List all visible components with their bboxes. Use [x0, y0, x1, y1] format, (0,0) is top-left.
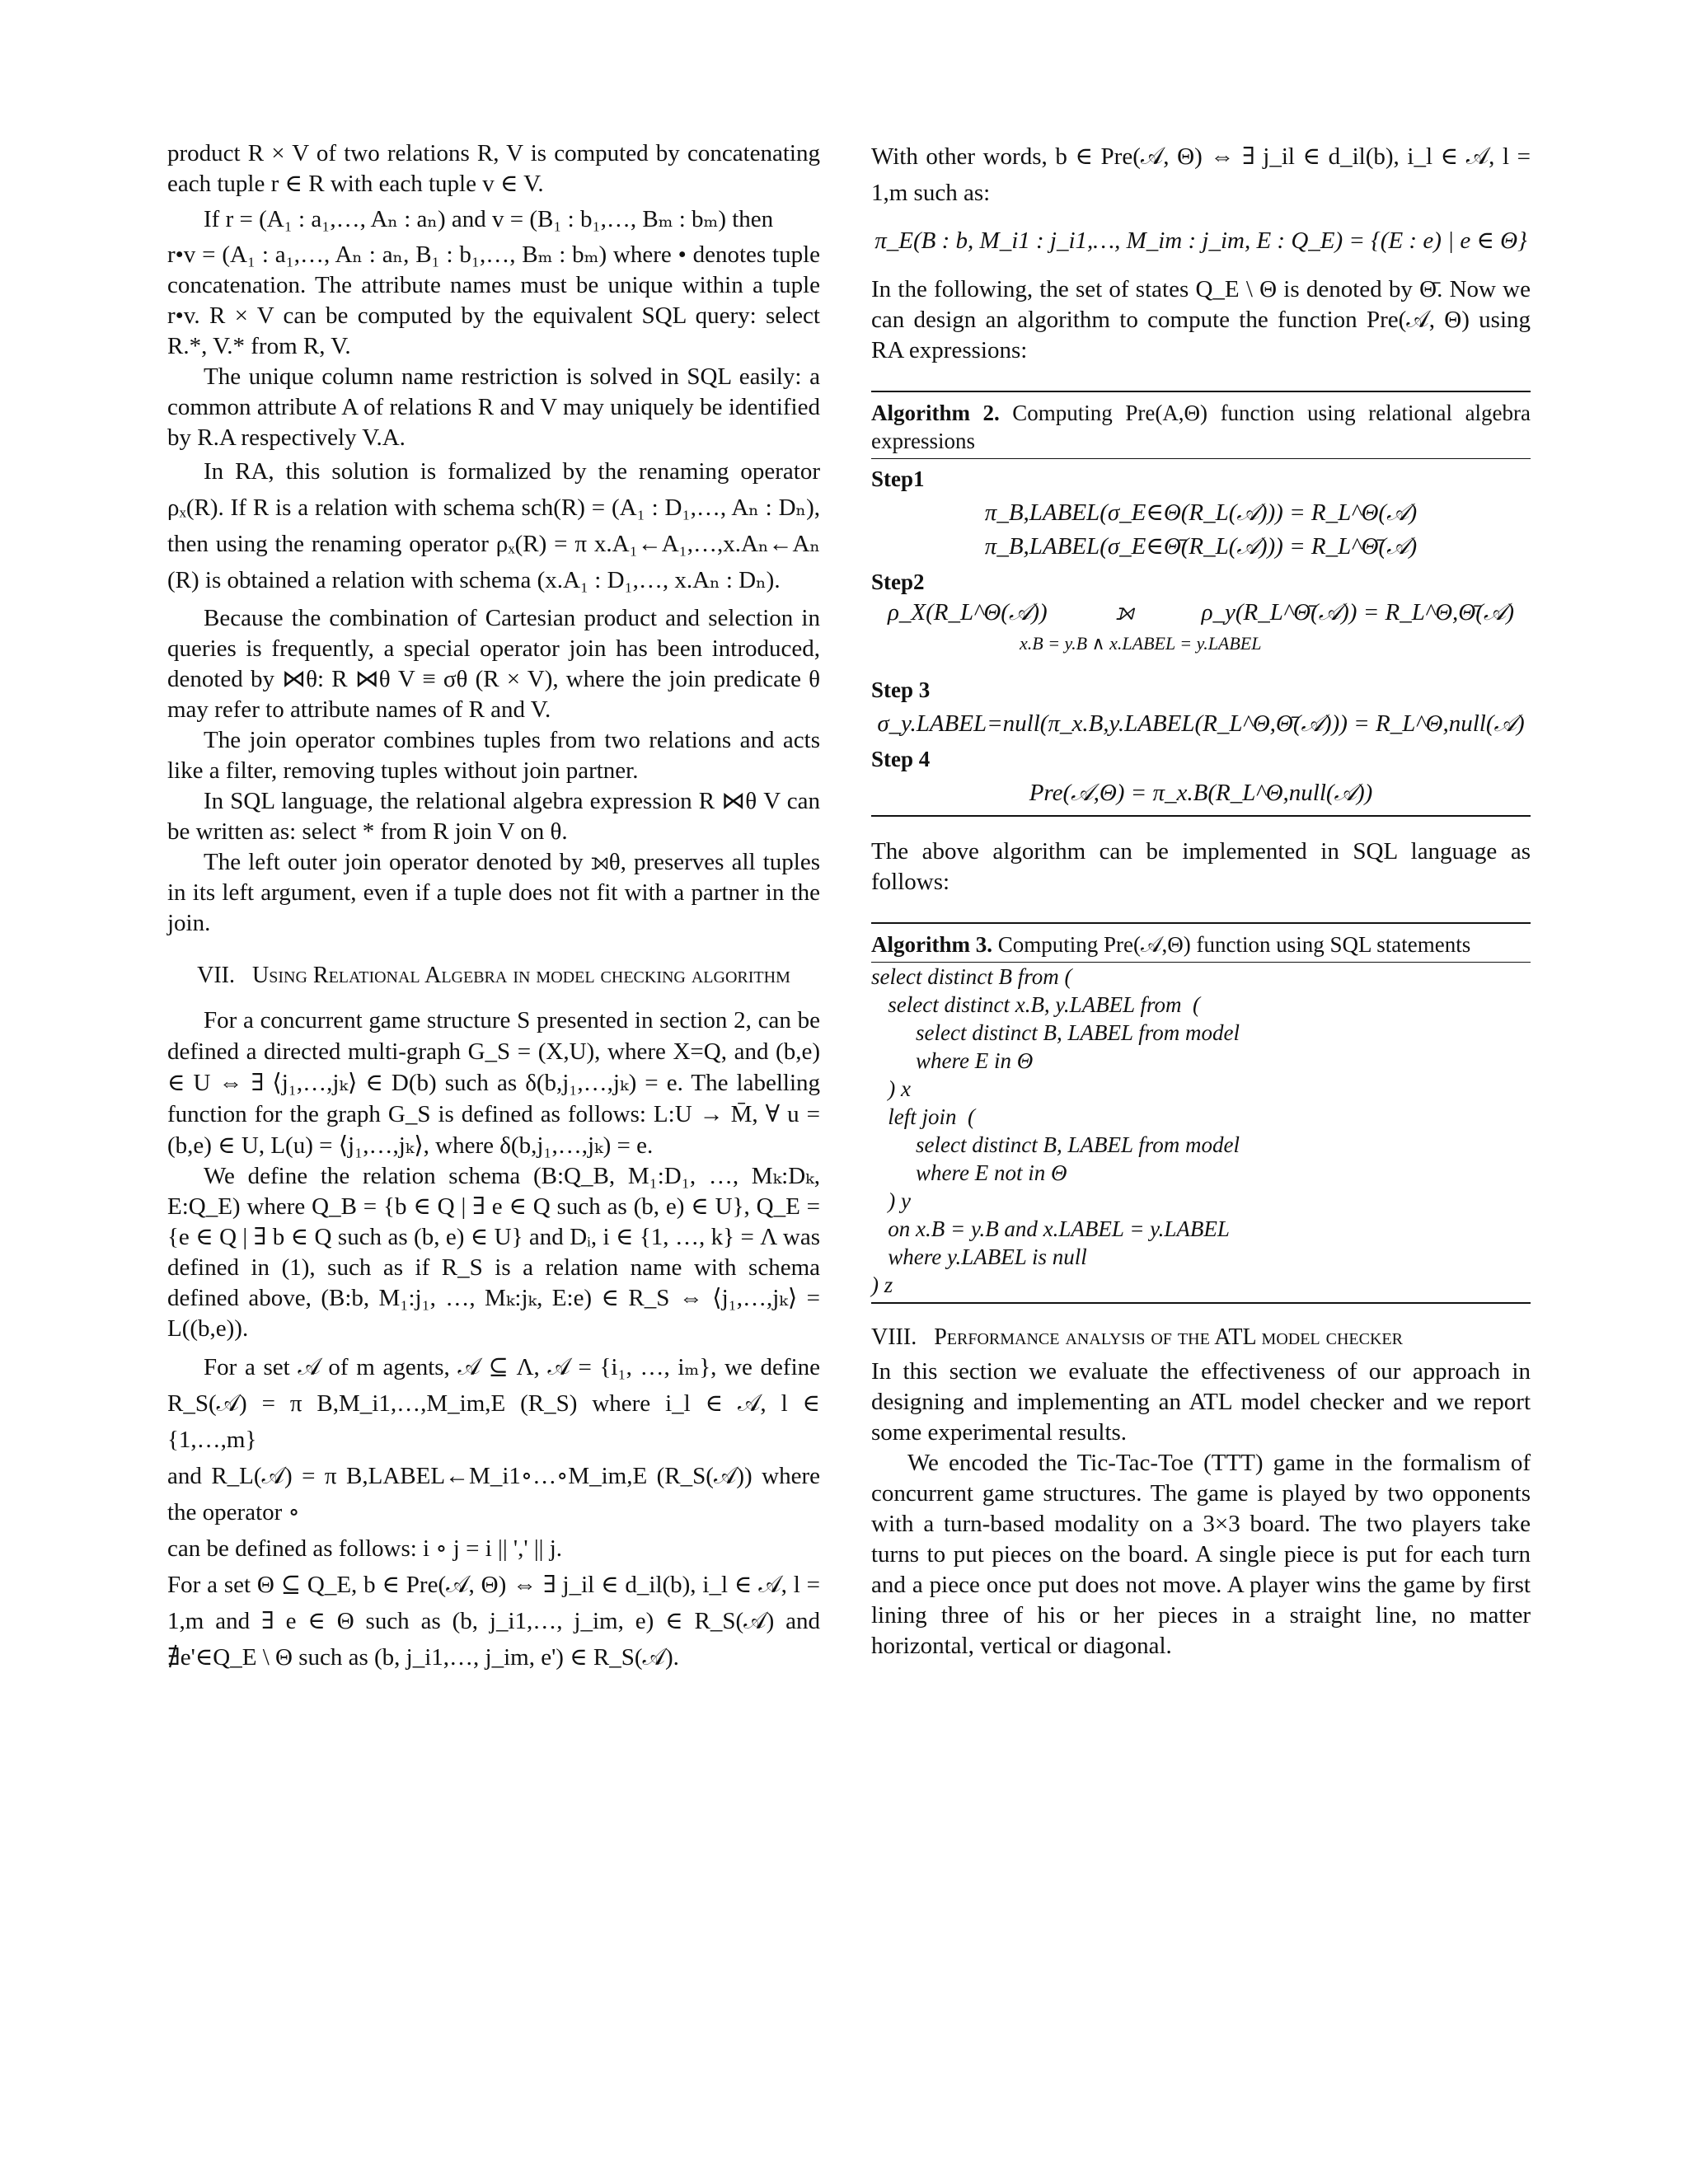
code-line: where y.LABEL is null [871, 1244, 1087, 1269]
paragraph: The join operator combines tuples from two relations and acts like a filter, removing tuples without join partner. [167, 727, 820, 784]
paragraph: In RA, this solution is formalized by the renaming operator ρₓ(R). If R is a relation with schema sch(R) = (A₁ : D₁,…, Aₙ : Dₙ), then using the renaming operator ρₓ(R) = π x.A₁←A₁,…,x.Aₙ←Aₙ (R) is obtained a relation with schema (x.A₁ : D₁,…, x.Aₙ : Dₙ). [167, 458, 820, 593]
code-line: ) x [871, 1076, 911, 1101]
paragraph: r•v = (A₁ : a₁,…, Aₙ : aₙ, B₁ : b₁,…, Bₘ : bₘ) where • denotes tuple concatenation. The attribute names must be unique within a tuple r•v. R × V can be computed by the equivalent SQL query: select R.*, V.* from R, V. [167, 241, 820, 359]
code-line: where E not in Θ [871, 1160, 1067, 1185]
paragraph: For a set 𝒜 of m agents, 𝒜 ⊆ Λ, 𝒜 = {i₁, …, iₘ}, we define R_S(𝒜) = π B,M_i1,…,M_im,E (R_S) where i_l ∈ 𝒜, l ∈ {1,…,m} [167, 1354, 820, 1453]
left-column [167, 138, 820, 1675]
paragraph: The above algorithm can be implemented in SQL language as follows: [871, 838, 1531, 895]
step-label: Step2 [871, 569, 925, 594]
equation: σ_y.LABEL=null(π_x.B,y.LABEL(R_L^Θ,Θ̄(𝒜))) = R_L^Θ,null(𝒜) [877, 710, 1525, 737]
equation: π_E(B : b, M_i1 : j_i1,…, M_im : j_im, E : Q_E) = {(E : e) | e ∈ Θ} [874, 227, 1527, 254]
step-label: Step 3 [871, 677, 931, 702]
paragraph: In the following, the set of states Q_E \ Θ is denoted by Θ̄. Now we can design an algorithm to compute the function Pre(𝒜, Θ) using RA expressions: [871, 276, 1531, 363]
paragraph: In this section we evaluate the effectiveness of our approach in designing and implementing an ATL model checker and we report some experimental results. [871, 1358, 1531, 1446]
code-line: select distinct B, LABEL from model [871, 1020, 1240, 1045]
join-symbol: ⟕ [1115, 599, 1134, 626]
algorithm-label: Algorithm 3. [871, 932, 992, 957]
equation: π_B,LABEL(σ_E∈Θ(R_L(𝒜))) = R_L^Θ(𝒜) [984, 499, 1418, 526]
section-number: VII. [197, 963, 235, 988]
algorithm-label: Algorithm 2. [871, 401, 1000, 425]
algorithm-caption: Computing Pre(𝒜,Θ) function using SQL statements [997, 932, 1471, 957]
paragraph: and R_L(𝒜) = π B,LABEL←M_i1∘…∘M_im,E (R_S(𝒜)) where the operator ∘ [167, 1463, 820, 1526]
step-label: Step1 [871, 466, 925, 491]
equation: ρ_y(R_L^Θ̄(𝒜)) = R_L^Θ,Θ̄(𝒜) [1201, 599, 1514, 626]
paragraph: For a concurrent game structure S presented in section 2, can be defined a directed multi-graph G_S = (X,U), where X=Q, and (b,e) ∈ U ⇔ ∃ ⟨j₁,…,jₖ⟩ ∈ D(b) such as δ(b,j₁,…,jₖ) = e. The labelling function for the graph G_S is defined as follows: L:U → M̄, ∀ u = (b,e) ∈ U, L(u) = ⟨j₁,…,jₖ⟩, where δ(b,j₁,…,jₖ) = e. [167, 1007, 820, 1159]
paragraph: can be defined as follows: i ∘ j = i || ',' || j. [167, 1535, 563, 1562]
paragraph: We encoded the Tic-Tac-Toe (TTT) game in the formalism of concurrent game structures. The game is played by two opponents with a turn-based modality on a 3×3 board. The two players take turns to put pieces on the board. A single piece is put for each turn and a piece once put does not move. A player wins the game by first lining three of his or her pieces in a straight line, no matter horizontal, vertical or diagonal. [871, 1450, 1531, 1659]
section-title: Using Relational Algebra in model checking algorithm [252, 963, 790, 988]
section-heading-vii [167, 962, 820, 990]
paragraph: For a set Θ ⊆ Q_E, b ∈ Pre(𝒜, Θ) ⇔ ∃ j_il ∈ d_il(b), i_l ∈ 𝒜, l = 1,m and ∃ e ∈ Θ such as (b, j_i1,…, j_im, e) ∈ R_S(𝒜) and ∄e'∈Q_E \ Θ such as (b, j_i1,…, j_im, e') ∈ R_S(𝒜). [167, 1572, 820, 1671]
code-line: left join ( [871, 1104, 975, 1129]
equation: ρ_X(R_L^Θ(𝒜)) [888, 599, 1048, 626]
section-heading-viii [871, 1324, 1531, 1352]
code-line: where E in Θ [871, 1048, 1034, 1073]
section-number: VIII. [871, 1324, 917, 1350]
paragraph: In SQL language, the relational algebra expression R ⋈θ V can be written as: select * from R join V on θ. [167, 788, 820, 845]
paragraph: Because the combination of Cartesian product and selection in queries is frequently, a special operator join has been introduced, denoted by ⋈θ: R ⋈θ V ≡ σθ (R × V), where the join predicate θ may refer to attribute names of R and V. [167, 605, 820, 723]
code-line: select distinct x.B, y.LABEL from ( [871, 992, 1200, 1017]
paragraph: If r = (A₁ : a₁,…, Aₙ : aₙ) and v = (B₁ : b₁,…, Bₘ : bₘ) then [204, 206, 774, 232]
paragraph: We define the relation schema (B:Q_B, M₁:D₁, …, Mₖ:Dₖ, E:Q_E) where Q_B = {b ∈ Q | ∃ e ∈ Q such as (b, e) ∈ U}, Q_E = {e ∈ Q | ∃ b ∈ Q such as (b, e) ∈ U} and Dᵢ, i ∈ {1, …, k} = Λ was defined in (1), such as if R_S is a relation name with schema defined above, (B:b, M₁:j₁, …, Mₖ:jₖ, E:e) ∈ R_S ⇔ ⟨j₁,…,jₖ⟩ = L((b,e)). [167, 1163, 820, 1342]
algorithm-2 [871, 391, 1531, 817]
code-line: ) z [871, 1272, 893, 1297]
paragraph: product R × V of two relations R, V is computed by concatenating each tuple r ∈ R with each tuple v ∈ V. [167, 140, 820, 197]
equation: π_B,LABEL(σ_E∈Θ̄(R_L(𝒜))) = R_L^Θ̄(𝒜) [984, 533, 1418, 560]
code-line: on x.B = y.B and x.LABEL = y.LABEL [871, 1216, 1230, 1241]
sql-code-block [871, 963, 1531, 1299]
join-expression [871, 598, 1531, 628]
step-label: Step 4 [871, 747, 931, 771]
algorithm-title [871, 924, 1531, 962]
code-line: select distinct B from ( [871, 964, 1072, 989]
join-condition: x.B = y.B ∧ x.LABEL = y.LABEL [1020, 633, 1262, 654]
right-column [871, 138, 1531, 1661]
code-line: ) y [871, 1188, 911, 1213]
paragraph: The left outer join operator denoted by ⟕θ, preserves all tuples in its left argument, even if a tuple does not fit with a partner in the join. [167, 849, 820, 936]
section-title: Performance analysis of the ATL model checker [934, 1324, 1403, 1350]
equation: Pre(𝒜,Θ) = π_x.B(R_L^Θ,null(𝒜)) [1029, 780, 1373, 806]
paragraph: The unique column name restriction is solved in SQL easily: a common attribute A of relations R and V may uniquely be identified by R.A respectively V.A. [167, 363, 820, 451]
paragraph: With other words, b ∈ Pre(𝒜, Θ) ⇔ ∃ j_il ∈ d_il(b), i_l ∈ 𝒜, l = 1,m such as: [871, 143, 1531, 206]
algorithm-title [871, 392, 1531, 458]
algorithm-caption: Computing Pre(A,Θ) function using relational algebra expressions [871, 401, 1531, 453]
algorithm-3 [871, 922, 1531, 1304]
code-line: select distinct B, LABEL from model [871, 1132, 1240, 1157]
